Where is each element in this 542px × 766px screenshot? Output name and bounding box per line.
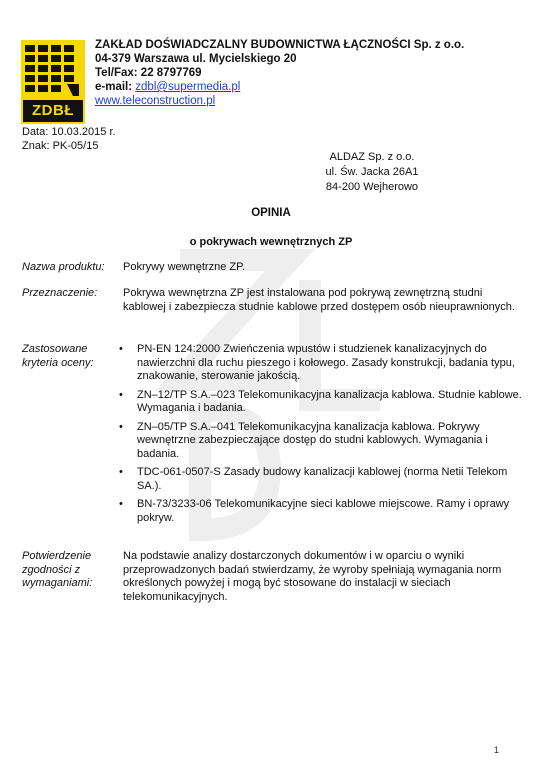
document-reference: Znak: PK-05/15: [22, 140, 99, 152]
confirmation-label: Potwierdzenie zgodności z wymaganiami:: [22, 550, 93, 589]
criteria-label: Zastosowane kryteria oceny:: [22, 343, 94, 369]
company-name: ZAKŁAD DOŚWIADCZALNY BUDOWNICTWA ŁĄCZNOŚCI Sp. z o.o.: [95, 39, 465, 51]
bullet-icon: •: [119, 343, 123, 355]
criteria-item: • BN-73/3233-06 Telekomunikacyjne sieci kablowe miejscowe. Ramy i oprawy pokryw.: [119, 498, 510, 524]
company-email-row: [95, 80, 464, 94]
email-link[interactable]: zdbl@supermedia.pl: [135, 81, 241, 93]
addressee-street: ul. Św. Jacka 26A1: [325, 166, 419, 178]
criteria-item: • ZN–05/TP S.A.–041 Telekomunikacyjna kanalizacja kablowa. Pokrywy wewnętrzne zabezpieczające dostęp do studni kablowych. Wymagania i badania.: [119, 420, 488, 460]
purpose-label: Przeznaczenie:: [22, 287, 98, 299]
document-meta: [22, 125, 116, 153]
bullet-icon: •: [119, 498, 123, 510]
addressee-name: ALDAZ Sp. z o.o.: [329, 151, 415, 163]
document-title: OPINIA: [251, 207, 291, 219]
addressee: [318, 150, 426, 195]
bullet-icon: •: [119, 388, 123, 401]
logo-text: ZDBŁ: [32, 102, 74, 119]
product-label: Nazwa produktu:: [22, 261, 105, 273]
company-logo: [21, 40, 85, 124]
company-telfax: Tel/Fax: 22 8797769: [95, 67, 202, 79]
document-date: Data: 10.03.2015 r.: [22, 126, 116, 138]
criteria-item: • PN-EN 124:2000 Zwieńczenia wpustów i studzienek kanalizacyjnych do nawierzchni dla ruchu pieszego i kołowego. Zasady konstrukcji, badania typu, znakowanie, sterowanie jakością.: [119, 343, 515, 382]
product-value: Pokrywy wewnętrzne ZP.: [123, 261, 246, 273]
criteria-list: [107, 343, 527, 530]
document-subtitle: o pokrywach wewnętrznych ZP: [189, 236, 353, 248]
company-address: 04-379 Warszawa ul. Mycielskiego 20: [95, 53, 297, 65]
criteria-item: • ZN–12/TP S.A.–023 Telekomunikacyjna kanalizacja kablowa. Studnie kablowe. Wymagania i badania.: [119, 388, 522, 414]
addressee-city: 84-200 Wejherowo: [325, 181, 419, 193]
website-link[interactable]: www.teleconstruction.pl: [95, 95, 216, 107]
company-header: [95, 38, 464, 108]
bullet-icon: •: [119, 420, 123, 433]
page-number: 1: [494, 745, 500, 755]
criteria-item: • TDC-061-0507-S Zasady budowy kanalizacji kablowej (norma Netii Telekom SA.).: [119, 466, 508, 492]
email-label: e-mail:: [95, 81, 133, 93]
bullet-icon: •: [119, 466, 123, 478]
confirmation-value: Na podstawie analizy dostarczonych dokumentów i w oparciu o wyniki przeprowadzonych badań stwierdzamy, że wyroby spełniają wymagania norm określonych powyżej i mogą być stosowane do instalacji w sieciach telekomunikacyjnych.: [123, 550, 502, 603]
purpose-value: Pokrywa wewnętrzna ZP jest instalowana pod pokrywą zewnętrzną studni kablowej i zabezpiecza studnie kablowe przed dostępem osób nieuprawnionych.: [123, 287, 515, 313]
